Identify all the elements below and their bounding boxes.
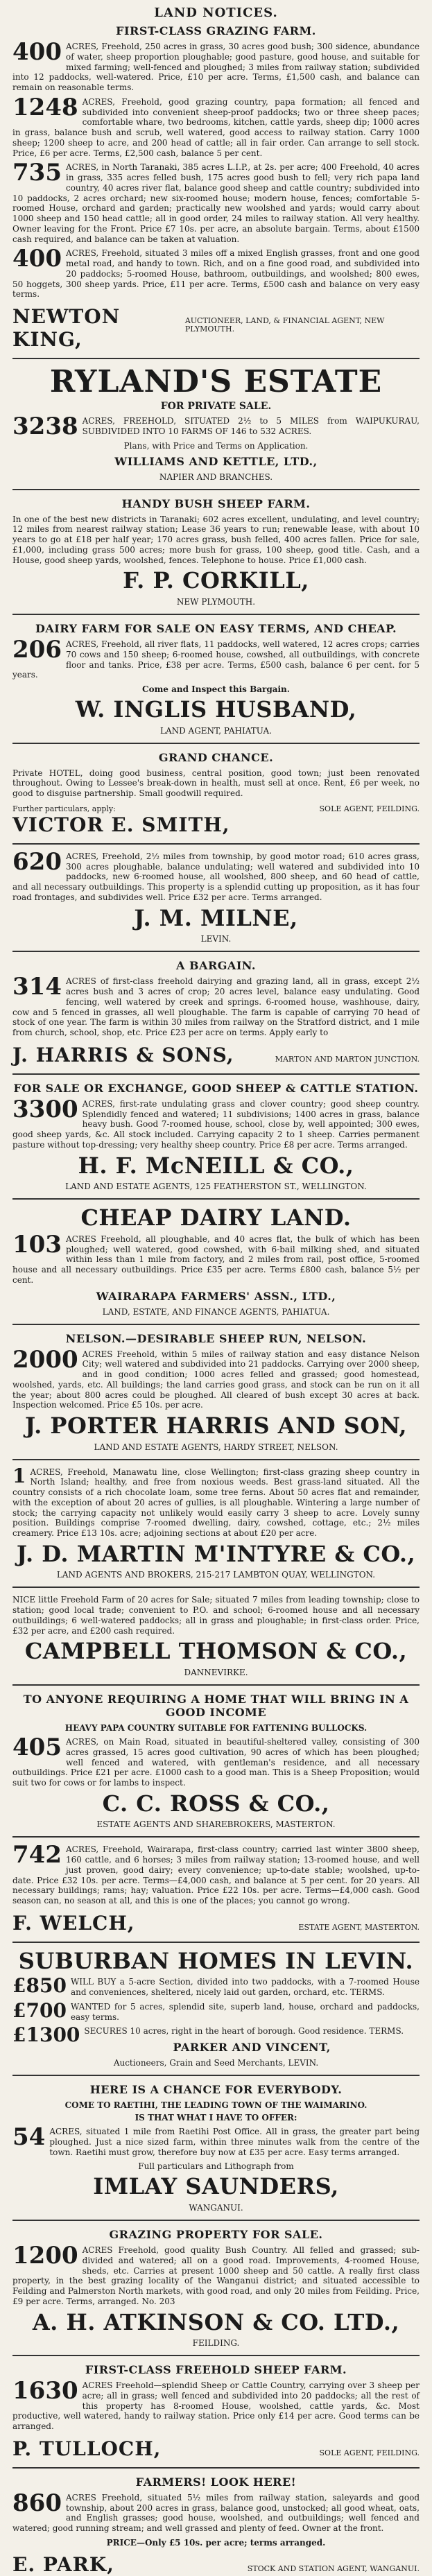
raetihi-subkicker: COME TO RAETIHI, THE LEADING TOWN OF THE WAIMARINO. <box>64 2100 368 2111</box>
rylands-agent: WILLIAMS AND KETTLE, LTD., <box>114 454 318 468</box>
grand-chance-agent-right: SOLE AGENT, FEILDING. <box>319 804 420 813</box>
listing-text: ACRES Freehold—splendid Sheep or Cattle Country, carrying over 3 sheep per acre; all in grass; well fenced and subdivided into 20 paddocks; all the rest of this property has 8-roomed House, woolshed, cattle yards, &c. Most productive, well watered, handy to railway station. Price only £14 per acre. Good terms can be arranged. <box>12 2380 420 2432</box>
atkinson-agent: A. H. ATKINSON & CO. LTD., <box>32 2308 400 2335</box>
newton-listing-2 <box>12 93 420 159</box>
milne-section <box>12 847 420 944</box>
ross-agent-sub: ESTATE AGENTS AND SHAREBROKERS, MASTERTON. <box>96 1819 336 1830</box>
listing-text: ACRES Freehold, within 5 miles of railway station and easy distance Nelson City; well watered and subdivided into 21 paddocks. Carrying over 2000 sheep, and in good condition; 1000 acres felled and grassed; good homestead, woolshed, yards, etc. All buildings; the land carries good grass, and stock can be run on it all the year; about 800 acres could be ploughed. All cleared of bush except 30 acres at back. Inspection welcomed. Price £5 10s. per acre. <box>12 1349 420 1410</box>
listing-number: 1248 <box>12 93 78 121</box>
porter-agent-sub: LAND AND ESTATE AGENTS, HARDY STREET, NELSON. <box>94 1442 338 1452</box>
listing-number: £700 <box>12 1998 67 2022</box>
listing-text: ACRES, Freehold, 250 acres in grass, 30 acres good bush; 300 sidence, abundance of water, sheep proportion ploughable; good pasture, good house, and suitable for mixed farming; well-fenced and ploughed; 3 miles from railway station; subdivided into 12 paddocks, well-watered. Price, £10 per acre. Terms, £1,500 cash, and balance can remain on reasonable terms. <box>12 42 420 92</box>
imlay-agent-sub: WANGANUI. <box>189 2203 243 2213</box>
section-divider <box>12 1459 420 1460</box>
nice-farm-section <box>12 1595 420 1677</box>
dairy-farm-section <box>12 622 420 736</box>
listing-number: 206 <box>12 636 62 664</box>
martin-agent-sub: LAND AGENTS AND BROKERS, 215-217 LAMBTON QUAY, WELLINGTON. <box>56 1570 376 1580</box>
rylands-headline: RYLAND'S ESTATE <box>49 364 383 399</box>
agent-description: AUCTIONEER, LAND, & FINANCIAL AGENT, NEW PLYMOUTH. <box>184 316 385 334</box>
listing-text: ACRES, Freehold, all river flats, 11 paddocks, well watered, 12 acres crops; carries 70 cows and 150 sheep; 6-roomed house, cowshed, all outbuildings, with concrete floor and tanks. Price, £38 per acre. Terms, £500 cash, balance 6 per cent. for 5 years. <box>12 639 420 680</box>
newton-king-section <box>12 24 420 351</box>
handy-bush-section <box>12 497 420 607</box>
tulloch-section <box>12 2363 420 2460</box>
mcneill-agent: H. F. McNEILL & CO., <box>78 1152 354 1179</box>
nelson-text <box>12 1345 420 1411</box>
mcneill-agent-sub: LAND AND ESTATE AGENTS, 125 FEATHERSTON ST., WELLINGTON. <box>65 1182 367 1192</box>
martin-agent: J. D. MARTIN M'INTYRE & CO., <box>16 1540 416 1567</box>
listing-text: ACRES, FREEHOLD, SITUATED 2½ to 5 MILES from WAIPUKURAU, SUBDIVIDED INTO 10 FARMS OF 146 to 532 ACRES. <box>82 416 420 436</box>
home-income-kicker: TO ANYONE REQUIRING A HOME THAT WILL BRING IN A GOOD INCOME <box>23 1693 409 1720</box>
suburban-headline: SUBURBAN HOMES IN LEVIN. <box>18 1947 414 1974</box>
section-divider <box>12 951 420 952</box>
section-divider <box>12 2220 420 2221</box>
listing-text: ACRES, on Main Road, situated in beautiful-sheltered valley, consisting of 300 acres grassed, 15 acres good cultivation, 90 acres of which has been ploughed; well fenced and watered, with gentleman's residence, and all necessary outbuildings. Price £21 per acre. £1000 cash to a good man. This is a Sheep Proposition; would suit two for cows or for lambs to inspect. <box>12 1737 420 1788</box>
porter-agent: J. PORTER HARRIS AND SON, <box>24 1412 408 1439</box>
bargain-section <box>12 959 420 1066</box>
listing-number: 314 <box>12 973 62 1001</box>
listing-text: ACRES, Freehold, Manawatu line, close Wellington; first-class grazing sheep country in North Island; healthy, and free from noxious weeds. Best grass-land situated. All the country consists of a rich chocolate loam, some tree ferns. About 50 acres flat and remainder, with the exception of about 20 acres of gullies, is all ploughable. Wintering a large number of stock; the carrying capacity not unlikely would easily carry 3 sheep to acre. Lovely sunny position. Buildings comprise 7-roomed dwelling, dairy, cowshed, cottage, etc.; 2½ miles creamery. Price £13 10s. acre; adjoining sections at about £20 per acre. <box>12 1467 420 1539</box>
suburban-homes-section <box>12 1947 420 2068</box>
suburban-listing-1 <box>12 1974 420 1998</box>
nelson-section <box>12 1332 420 1452</box>
cheap-dairy-text <box>12 1230 420 1286</box>
section-divider <box>12 743 420 744</box>
section-divider <box>12 1836 420 1838</box>
section-divider <box>12 358 420 359</box>
welch-text <box>12 1841 420 1906</box>
listing-number: £1300 <box>12 2023 80 2047</box>
section-divider <box>12 1198 420 1200</box>
bargain-agent-name: J. HARRIS & SONS, <box>12 1043 234 1066</box>
section-divider <box>12 2467 420 2469</box>
milne-agent-sub: LEVIN. <box>200 934 232 944</box>
milne-agent: J. M. MILNE, <box>134 904 298 931</box>
listing-text: SECURES 10 acres, right in the heart of borough. Good residence. TERMS. <box>84 2026 404 2037</box>
manawatu-text <box>12 1464 420 1539</box>
listing-number: 735 <box>12 159 62 187</box>
raetihi-kicker: HERE IS A CHANCE FOR EVERYBODY. <box>89 2083 343 2097</box>
raetihi-section <box>12 2083 420 2213</box>
welch-agent-line <box>12 1912 420 1935</box>
home-income-text <box>12 1734 420 1788</box>
listing-text: ACRES, Freehold, good grazing country, papa formation; all fenced and subdivided into convenient sheep-proof paddocks; two or three sheep paces; comfortable whare, two bedrooms, kitchen, cattle yards, sheep dip; 1000 acres in grass, balance bush and scrub, well watered, good access to railway station. Carry 1000 sheep; 1200 sheep to acre, and 200 head of cattle; all in fair order. Can arrange to sell stock. Price, £6 per acre. Terms, £2,500 cash, balance 5 per cent. <box>12 96 420 158</box>
rylands-lead <box>12 413 420 441</box>
wairarapa-agent-sub: LAND, ESTATE, AND FINANCE AGENTS, PAHIATUA. <box>102 1306 330 1317</box>
listing-number: 2000 <box>12 1345 78 1374</box>
bargain-agent-right: MARTON AND MARTON JUNCTION. <box>275 1054 420 1064</box>
listing-number: 400 <box>12 38 62 66</box>
rylands-subhead: FOR PRIVATE SALE. <box>160 401 272 413</box>
bargain-text <box>12 973 420 1038</box>
listing-text: ACRES, in North Taranaki, 385 acres L.I.P., at 2s. per acre; 400 Freehold, 40 acres in grass, 335 acres felled bush, 175 acres good bush to fell; very rich papa land country, 40 acres river flat, balance good sheep and cattle country; subdivided into 10 paddocks, 2 acres orchard; new six-roomed house; modern house, fences; comfortable 5-roomed House, orchard and garden; practically new woolshed and yards; would carry about 1000 sheep and 150 head cattle; all in good order, 24 miles to railway station. All very healthy. Owner leaving for the Front. Price £7 10s. per acre, an absolute bargain. Terms, about £1500 cash required, and balance can be taken at valuation. <box>12 162 420 244</box>
suburban-listing-3 <box>12 2023 420 2047</box>
section-divider <box>12 489 420 490</box>
listing-number: 860 <box>12 2489 62 2517</box>
park-agent-right: STOCK AND STATION AGENT, WANGANUI. <box>247 2564 420 2573</box>
home-income-subkicker: HEAVY PAPA COUNTRY SUITABLE FOR FATTENING BULLOCKS. <box>64 1723 368 1734</box>
cheap-dairy-section <box>12 1204 420 1317</box>
newton-kicker: FIRST-CLASS GRAZING FARM. <box>116 24 316 37</box>
grand-chance-kicker: GRAND CHANCE. <box>158 750 274 764</box>
park-section <box>12 2475 420 2576</box>
raetihi-extra: Full particulars and Lithograph from <box>138 2161 294 2172</box>
welch-agent-right: ESTATE AGENT, MASTERTON. <box>298 1922 420 1932</box>
nelson-kicker: NELSON.—DESIRABLE SHEEP RUN, NELSON. <box>65 1331 367 1345</box>
listing-number: 3300 <box>12 1095 78 1123</box>
newton-agent-line <box>12 305 420 351</box>
park-text <box>12 2489 420 2534</box>
listing-number: 54 <box>12 2123 46 2152</box>
listing-text: ACRES, first-rate undulating grass and clover country; good sheep country. Splendidly fenced and watered; 11 subdivisions; 1400 acres in grass, balance heavy bush. Good 7-roomed house, school, close by, well appointed; 300 ewes, good sheep yards, &c. All stock included. Carrying capacity 2 to 1 sheep. Carries permanent pasture without top-dressing; very healthy sheep country. Price £8 per acre. Terms arranged. <box>12 1098 420 1150</box>
inglis-agent-sub: LAND AGENT, PAHIATUA. <box>159 725 273 736</box>
raetihi-text <box>12 2123 420 2157</box>
tulloch-agent-right: SOLE AGENT, FEILDING. <box>319 2448 420 2457</box>
exchange-text <box>12 1095 420 1150</box>
tulloch-text <box>12 2377 420 2432</box>
newton-listing-1 <box>12 38 420 93</box>
exchange-kicker: FOR SALE OR EXCHANGE, GOOD SHEEP & CATTLE STATION. <box>13 1081 419 1095</box>
manawatu-section <box>12 1464 420 1580</box>
exchange-section <box>12 1082 420 1191</box>
agent-name: NEWTON KING, <box>12 305 121 351</box>
dairy-kicker: DAIRY FARM FOR SALE ON EASY TERMS, AND CHEAP. <box>35 622 397 636</box>
section-divider <box>12 1073 420 1075</box>
section-divider <box>12 1684 420 1686</box>
listing-number: 1 <box>12 1464 26 1487</box>
campbell-agent: CAMPBELL THOMSON & CO., <box>24 1638 408 1665</box>
welch-section <box>12 1841 420 1935</box>
ross-agent: C. C. ROSS & CO., <box>102 1790 330 1817</box>
raetihi-title: IS THAT WHAT I HAVE TO OFFER: <box>135 2113 297 2123</box>
newton-listing-4 <box>12 245 420 300</box>
dairy-text <box>12 636 420 680</box>
listing-text: WANTED for 5 acres, splendid site, superb land, house, orchard and paddocks, easy terms. <box>70 2001 420 2022</box>
listing-number: 405 <box>12 1734 62 1762</box>
inglis-agent: W. INGLIS HUSBAND, <box>75 696 357 723</box>
campbell-agent-sub: DANNEVIRKE. <box>184 1668 248 1678</box>
nice-farm-text: NICE little Freehold Farm of 20 acres for Sale; situated 7 miles from leading township; close to station; good local trade; convenient to P.O. and school; 6-roomed house and all necessary outbuildings; 6 well-watered paddocks; all in grass and ploughable; in first-class order. Price, £32 per acre, and £200 cash required. <box>12 1595 420 1636</box>
grazing-text <box>12 2242 420 2307</box>
listing-number: 1200 <box>12 2242 78 2270</box>
section-divider <box>12 1942 420 1943</box>
home-income-section <box>12 1693 420 1829</box>
tulloch-agent-name: P. TULLOCH, <box>12 2437 162 2460</box>
section-divider <box>12 1324 420 1325</box>
tulloch-agent-line <box>12 2437 420 2460</box>
listing-number: 620 <box>12 847 62 876</box>
parker-agent-sub: Auctioneers, Grain and Seed Merchants, LEVIN. <box>113 2058 319 2068</box>
dairy-extra: Come and Inspect this Bargain. <box>142 684 290 695</box>
bargain-kicker: A BARGAIN. <box>176 959 256 973</box>
page-title: LAND NOTICES. <box>154 6 278 20</box>
wairarapa-agent: WAIRARAPA FARMERS' ASSN., LTD., <box>96 1289 336 1303</box>
section-divider <box>12 843 420 845</box>
cheap-dairy-headline: CHEAP DAIRY LAND. <box>80 1204 352 1231</box>
atkinson-agent-sub: FEILDING. <box>192 2338 240 2349</box>
park-kicker: FARMERS! LOOK HERE! <box>135 2475 297 2489</box>
suburban-listing-2 <box>12 1998 420 2023</box>
listing-text: ACRES, Freehold, situated 3 miles off a mixed English grasses, front and one good metal road, and handy to town. Rich, and on a fine good road, and subdivided into 20 paddocks; 5-roomed House, bathroom, outbuildings, and woolshed; 800 ewes, 50 hoggets, 300 sheep yards. Price, £11 per acre. Terms, £500 cash and balance on very easy terms. <box>12 248 420 300</box>
listing-text: ACRES, Freehold, 2½ miles from township, by good motor road; 610 acres grass, 300 acres ploughable, balance undulating; well watered and subdivided into 10 paddocks, new 6-roomed house, all woolshed, 800 sheep, and 60 head of cattle, and all necessary outbuildings. This property is a splendid cutting up proposition, as it has four road frontages, and subdivides well. Price £32 per acre. Terms arranged. <box>12 851 420 902</box>
grand-chance-extra: Further particulars, apply: <box>12 804 116 813</box>
park-agent-name: E. PARK, <box>12 2552 114 2576</box>
imlay-agent: IMLAY SAUNDERS, <box>93 2173 339 2200</box>
welch-agent-name: F. WELCH, <box>12 1911 135 1935</box>
listing-number: 400 <box>12 245 62 273</box>
newton-listing-3 <box>12 159 420 244</box>
corkill-agent-sub: NEW PLYMOUTH. <box>176 597 256 607</box>
section-divider <box>12 2075 420 2076</box>
section-divider <box>12 2355 420 2356</box>
rylands-agent-sub: NAPIER AND BRANCHES. <box>159 472 273 482</box>
park-agent-line <box>12 2553 420 2576</box>
corkill-agent: F. P. CORKILL, <box>123 567 309 594</box>
parker-agent: PARKER AND VINCENT, <box>173 2041 331 2055</box>
milne-text <box>12 847 420 903</box>
grazing-kicker: GRAZING PROPERTY FOR SALE. <box>109 2228 323 2242</box>
listing-number: £850 <box>12 1974 67 1998</box>
park-extra: PRICE—Only £5 10s. per acre; terms arranged. <box>106 2537 326 2548</box>
listing-text: ACRES Freehold, all ploughable, and 40 acres flat, the bulk of which has been ploughed; well watered, good cowshed, with 6-bail milking shed, and situated within less than 1 mile from factory, and 2 miles from rail, post office, 5-roomed house and all necessary outbuildings. Price £35 per acre. Terms £800 cash, balance 5½ per cent. <box>12 1234 420 1285</box>
victor-agent-name: VICTOR E. SMITH, <box>12 813 230 836</box>
listing-number: 742 <box>12 1841 62 1869</box>
grand-chance-agent-line <box>12 804 420 813</box>
listing-text: ACRES, Freehold, Wairarapa, first-class country; carried last winter 3800 sheep, 160 cattle, and 6 horses; 3 miles from railway station; 13-roomed house, and well just proven, good dairy; every convenience; up-to-date stable; woolshed, up-to-date. Price £32 10s. per acre. Terms—£4,000 cash, and balance at 5 per cent. for 20 years. All necessary buildings; rams; hay; valuation. Price £22 10s. per acre. Terms—£4,000 cash. Good season can, no season at all, and this is one of the places; you cannot go wrong. <box>12 1844 420 1906</box>
grand-chance-section <box>12 751 420 836</box>
listing-text: WILL BUY a 5-acre Section, divided into two paddocks, with a 7-roomed House and conveniences, sheltered, nicely laid out garden, orchard, etc. TERMS. <box>70 1977 420 1998</box>
handy-bush-text: In one of the best new districts in Taranaki; 602 acres excellent, undulating, and level country; 12 miles from nearest railway station; Lease 36 years to run; renewable lease, with about 10 years to go at £18 per half year; 170 acres grass, bush felled, 400 acres fallen. Price for sale, £1,000, including grass 500 acres; more bush for grass, 100 sheep, good title. Cash, and a House, good sheep yards, woolshed, fences. Telephone to house. Price £1,000 cash. <box>12 514 420 565</box>
section-divider <box>12 614 420 615</box>
section-divider <box>12 1587 420 1588</box>
grand-chance-text: Private HOTEL, doing good business, central position, good town; just been renovated throughout. Owing to Lessee's break-down in health, must sell at once. Rent, £6 per week, no good to disguise partnership. Small goodwill required. <box>12 768 420 799</box>
listing-text: ACRES Freehold, good quality Bush Country. All felled and grassed; sub-divided and watered; all on a good road. Improvements, 4-roomed House, sheds, etc. Carries at present 1000 sheep and 50 cattle. A really first class property, in the best grazing locality of the Wanganui district; and situated accessible to Feilding and Palmerston North markets, with good road, and only 20 miles from Feilding. Price, £9 per acre. Terms, arranged. No. 203 <box>12 2245 420 2306</box>
listing-text: ACRES Freehold, situated 5½ miles from railway station, saleyards and good township, about 200 acres in grass, balance good, unstocked; all good wheat, oats, and English grasses; good house, woolshed, and outbuildings; well fenced and watered; good running stream; and well grassed and plenty of feed. Owner at the front. <box>12 2492 420 2534</box>
bargain-agent-line <box>12 1044 420 1066</box>
listing-number: 1630 <box>12 2377 78 2405</box>
handy-bush-kicker: HANDY BUSH SHEEP FARM. <box>121 496 311 510</box>
rylands-estate-section <box>12 366 420 482</box>
listing-text: ACRES, situated 1 mile from Raetihi Post Office. All in grass, the greater part being ploughed. Just a nice sized farm, within three minutes walk from the centre of the town. Raetihi must grow, therefore buy now at £35 per acre. Easy terms arranged. <box>49 2127 420 2157</box>
listing-number: 3238 <box>12 413 78 441</box>
grazing-property-section <box>12 2228 420 2348</box>
listing-text: ACRES of first-class freehold dairying and grazing land, all in grass, except 2½ acres bush and 3 acres of crop; 20 acres level, balance easy undulating. Good fencing, well watered by creek and springs. 6-roomed house, washhouse, dairy, cow and 5 fenced in grasses, all well ploughable. The farm is capable of carrying 70 head of stock of one year. The farm is within 30 miles from railway on the Stratford district, and 1 mile from church, school, shop, etc. Price £23 per acre on terms. Apply early to <box>12 976 420 1038</box>
rylands-after: Plans, with Price and Terms on Application. <box>123 440 309 451</box>
tulloch-kicker: FIRST-CLASS FREEHOLD SHEEP FARM. <box>85 2363 347 2377</box>
listing-number: 103 <box>12 1230 62 1259</box>
